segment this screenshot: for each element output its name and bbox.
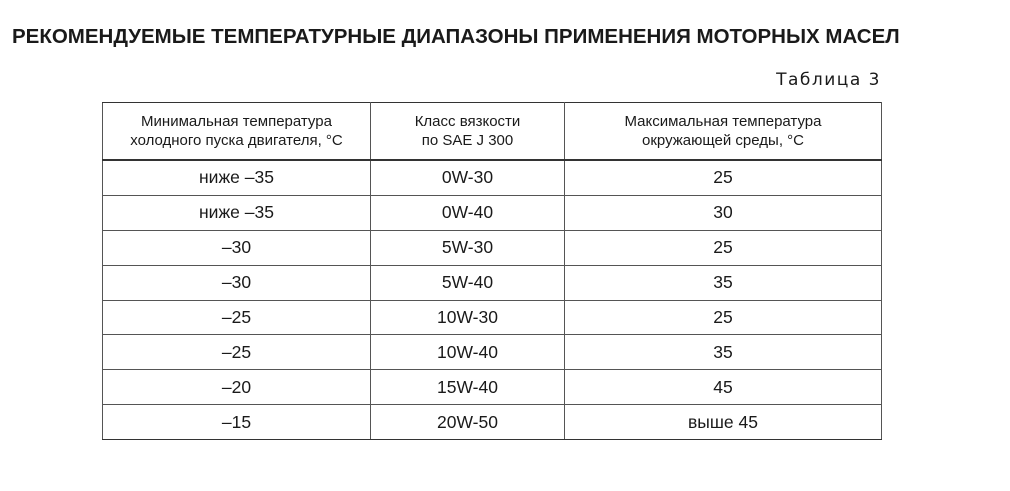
viscosity-class-cell: 20W-50 — [371, 405, 565, 440]
page-title: РЕКОМЕНДУЕМЫЕ ТЕМПЕРАТУРНЫЕ ДИАПАЗОНЫ ПРИМЕНЕНИЯ МОТОРНЫХ МАСЕЛ — [12, 25, 900, 48]
min-temperature-cell: ниже –35 — [103, 195, 371, 230]
header-viscosity-class-line1: Класс вязкости — [414, 113, 521, 130]
viscosity-class-cell: 15W-40 — [371, 370, 565, 405]
viscosity-class-cell: 0W-30 — [371, 160, 565, 195]
table-row — [103, 405, 882, 440]
header-max-temperature-line1: Максимальная температура — [624, 113, 822, 130]
header-min-temperature-line2: холодного пуска двигателя, °C — [130, 132, 343, 149]
max-temperature-cell: 25 — [565, 160, 882, 195]
table-header-row — [103, 103, 882, 161]
max-temperature-cell: 25 — [565, 230, 882, 265]
min-temperature-cell: –20 — [103, 370, 371, 405]
table-caption: Таблица 3 — [776, 70, 881, 90]
table-row — [103, 265, 882, 300]
viscosity-class-cell: 10W-30 — [371, 300, 565, 335]
min-temperature-cell: –25 — [103, 335, 371, 370]
min-temperature-cell: –30 — [103, 265, 371, 300]
table-row — [103, 230, 882, 265]
viscosity-class-cell: 10W-40 — [371, 335, 565, 370]
table-row — [103, 195, 882, 230]
min-temperature-cell: –30 — [103, 230, 371, 265]
max-temperature-cell: 25 — [565, 300, 882, 335]
max-temperature-cell: 30 — [565, 195, 882, 230]
table-row — [103, 335, 882, 370]
max-temperature-cell: 35 — [565, 265, 882, 300]
table-row — [103, 370, 882, 405]
header-max-temperature — [565, 103, 882, 161]
header-min-temperature-line1: Минимальная температура — [141, 113, 332, 130]
max-temperature-cell: 35 — [565, 335, 882, 370]
viscosity-class-cell: 5W-30 — [371, 230, 565, 265]
min-temperature-cell: –15 — [103, 405, 371, 440]
min-temperature-cell: –25 — [103, 300, 371, 335]
header-viscosity-class-line2: по SAE J 300 — [421, 132, 514, 149]
oil-temperature-table — [102, 102, 882, 440]
table-row — [103, 300, 882, 335]
viscosity-class-cell: 5W-40 — [371, 265, 565, 300]
header-min-temperature — [103, 103, 371, 161]
min-temperature-cell: ниже –35 — [103, 160, 371, 195]
table-row — [103, 160, 882, 195]
header-viscosity-class — [371, 103, 565, 161]
max-temperature-cell: 45 — [565, 370, 882, 405]
viscosity-class-cell: 0W-40 — [371, 195, 565, 230]
header-max-temperature-line2: окружающей среды, °C — [642, 132, 804, 149]
max-temperature-cell: выше 45 — [565, 405, 882, 440]
